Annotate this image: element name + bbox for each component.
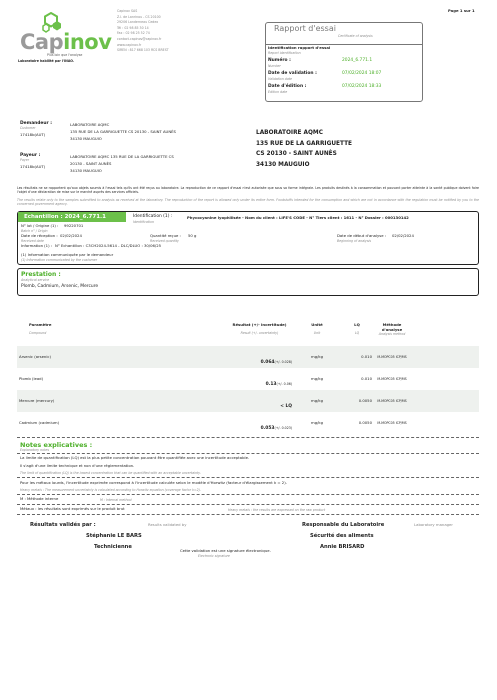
address-line: Fax : 02 98 25 52 74 bbox=[117, 31, 150, 36]
reception-value: 02/02/2024 bbox=[60, 233, 82, 238]
address-line: LABORATOIRE AQMC 135 RUE DE LA GARRIGUETTE CS bbox=[70, 154, 174, 159]
table-header bbox=[17, 323, 479, 347]
ident-label-en: Identification bbox=[133, 219, 154, 224]
field-label-en: Number bbox=[268, 63, 281, 68]
note-technical: Il s'agit d'une limite technique et non d'une réglementation. bbox=[20, 463, 135, 468]
disclaimer-en: The results relate only to the samples submitted to analysis as received at the laboratory. The reproduction of the report is allowed only under its entire form. Foodstuffs intended for the consumption and which are not in accordance with the regulation must be notified by you to the concerned government agency. bbox=[17, 198, 479, 206]
header-lq bbox=[342, 323, 372, 335]
field-label: Date de validation : bbox=[268, 71, 317, 76]
address-line: 135 RUE DE LA GARRIGUETTE CS 20130 - SAINT AUNÈS bbox=[70, 129, 176, 134]
notes-divider bbox=[17, 494, 479, 495]
notes-divider-bottom bbox=[17, 514, 479, 515]
notes-divider bbox=[17, 504, 479, 505]
demandeur-label-en: Customer bbox=[20, 126, 36, 130]
address-line: Z.I. de Lanrinou - CS 20100 bbox=[117, 14, 161, 19]
notes-title-en: Explanatory notes bbox=[20, 448, 49, 452]
report-field-number bbox=[268, 58, 418, 71]
address-line: Capinov SAS bbox=[117, 9, 138, 13]
header-result bbox=[167, 323, 292, 335]
note-lq: La limite de quantification (LQ) est la plus petite concentration pouvant être quantifiée avec une incertitude acceptable. bbox=[20, 455, 250, 460]
ident-value: Phycocyanine lyophilisée - Nom du client : LIFE'S CODE - N° Tiers client : 1611 - N° Dossier : 000130142 bbox=[187, 215, 409, 220]
notes-title: Notes explicatives : bbox=[20, 441, 93, 449]
header-result-label: Résultat (+/- Incertitude) bbox=[232, 322, 287, 327]
company-tagline: Plus loin que l'analyse bbox=[47, 53, 83, 57]
row-method: M-MOPC05 ICP/MS bbox=[377, 377, 407, 381]
reception-label: Date de réception : bbox=[21, 233, 58, 238]
company-accreditation: Laboratoire habilité par l'INAO. bbox=[18, 59, 75, 63]
address-line: contact.capinov@capinov.fr bbox=[117, 36, 162, 41]
prestation-title-en: Analytical service bbox=[21, 278, 50, 282]
prestation-title: Prestation : bbox=[21, 271, 61, 278]
note-lq-en: The limit of quantification (LQ) is the lowest concentration that can be quantified with an acceptable uncertainty. bbox=[20, 471, 201, 475]
row-param: Arsenic (arsenic) bbox=[19, 353, 51, 359]
header-method-en: Analysis method bbox=[378, 332, 406, 337]
customer-note: (1) Information communiquée par le demandeur bbox=[21, 252, 114, 257]
disclaimer-fr: Les résultats ne se rapportent qu'aux objets soumis à l'essai tels qu'ils ont été reçus au laboratoire. La reproduction de ce rapport d'essai n'est autorisée que sous sa forme intégrale. Les produits destinés à la consommation et pouvant porter atteinte à la santé publique doivent faire l'objet d'une déclaration de mise sur le marché auprès des services officiels. bbox=[17, 186, 479, 194]
logo-suffix: inov bbox=[63, 30, 112, 54]
address-line: LABORATOIRE AQMC bbox=[70, 122, 110, 127]
prestation-box bbox=[17, 268, 479, 296]
header-result-en: Result (+/- uncertainty) bbox=[240, 330, 279, 335]
header-param-label: Paramètre bbox=[29, 322, 52, 327]
table-row bbox=[17, 368, 479, 390]
row-uncertainty: (+/- 0.023) bbox=[274, 425, 292, 430]
notes-divider bbox=[17, 477, 479, 478]
prestation-value: Plomb, Cadmium, Arsenic, Mercure bbox=[21, 284, 99, 289]
row-result-value: < LQ bbox=[280, 403, 292, 409]
row-unit: mg/kg bbox=[311, 397, 323, 403]
row-result-value: 0.13 bbox=[265, 381, 277, 387]
address-line: 34130 MAUGUIO bbox=[70, 168, 102, 173]
row-unit: mg/kg bbox=[311, 375, 323, 381]
note-method: M : Méthode interne bbox=[20, 496, 59, 501]
row-lq: 0.0050 bbox=[358, 419, 372, 425]
header-method bbox=[372, 323, 412, 336]
notes-divider bbox=[17, 453, 479, 454]
row-result-value: 0.064 bbox=[260, 359, 275, 365]
header-method-label: Méthode d'analyse bbox=[381, 322, 403, 332]
report-subtitle: Certificate of analysis bbox=[338, 34, 373, 38]
lot-label-en: Batch n° / Origin bbox=[21, 228, 48, 233]
payeur-label-en: Payer bbox=[20, 158, 30, 162]
payeur-code: 17418b(AUT) bbox=[20, 164, 46, 169]
row-result bbox=[167, 414, 292, 433]
field-label: Numéro : bbox=[268, 58, 291, 63]
address-line: Tél : 02 98 85 30 14 bbox=[117, 25, 149, 30]
lot-value: 99220701 bbox=[64, 223, 84, 228]
demandeur-code: 17418b(AUT) bbox=[20, 132, 46, 137]
report-number: 2024_6.771.1 bbox=[342, 58, 373, 63]
electronic-signature-note-en: Electronic signature bbox=[198, 554, 230, 558]
table-row bbox=[17, 390, 479, 412]
edition-date: 07/02/2024 18:33 bbox=[342, 84, 382, 89]
note-metals: Métaux : les résultats sont exprimés sur le produit brut bbox=[20, 506, 125, 511]
address-line: www.capinov.fr bbox=[117, 42, 142, 47]
electronic-signature-note: Cette validation est une signature électronique. bbox=[180, 548, 271, 553]
note-metals-en: Heavy metals : the results are expressed on the raw product bbox=[228, 508, 326, 512]
address-line: LABORATOIRE AQMC bbox=[256, 130, 323, 136]
notes-divider-top bbox=[17, 437, 479, 438]
address-line: 34130 MAUGUIO bbox=[70, 136, 102, 141]
logo-wordmark bbox=[20, 30, 111, 54]
address-line: 135 RUE DE LA GARRIGUETTE bbox=[256, 140, 353, 147]
address-line: 29206 Landerneau Cedex bbox=[117, 20, 159, 25]
manager-name: Annie BRISARD bbox=[320, 544, 365, 550]
validation-date: 07/02/2024 18:07 bbox=[342, 71, 382, 76]
row-lq: 0.010 bbox=[361, 353, 372, 359]
row-method: M-MOPC05 ICP/MS bbox=[377, 399, 407, 403]
quantity-value: 50 g bbox=[188, 233, 197, 238]
row-result bbox=[167, 370, 292, 389]
header-param bbox=[17, 323, 167, 335]
address-line: 34130 MAUGUIO bbox=[256, 161, 310, 168]
address-line: CS 20130 - SAINT AUNÈS bbox=[256, 151, 337, 157]
mailing-address bbox=[256, 128, 352, 170]
report-field-edition bbox=[268, 84, 418, 97]
validated-by-title: Résultats validés par : bbox=[30, 522, 96, 528]
row-result bbox=[167, 392, 292, 411]
address-line: 20130 - SAINT AUNÈS bbox=[70, 161, 112, 166]
header-unit bbox=[292, 323, 342, 335]
report-fields bbox=[268, 58, 418, 97]
table-row bbox=[17, 412, 479, 434]
manager-title-en: Laboratory manager bbox=[414, 522, 453, 527]
validator-role: Technicienne bbox=[94, 544, 132, 550]
validator-name: Stéphanie LE BARS bbox=[86, 533, 142, 539]
row-uncertainty: (+/- 0.028) bbox=[274, 359, 292, 364]
manager-department: Sécurité des aliments bbox=[310, 533, 374, 539]
manager-title: Responsable du Laboratoire bbox=[302, 522, 385, 528]
start-date-value: 02/02/2024 bbox=[392, 233, 414, 238]
report-id-label-en: Report identification bbox=[268, 51, 301, 55]
header-unit-label: Unité bbox=[311, 322, 323, 327]
customer-note-en: (1) Information communicated by the customer bbox=[21, 257, 98, 262]
row-uncertainty: (+/- 0.06) bbox=[276, 381, 292, 386]
lot-label: N° lot / Origine (1) : bbox=[21, 223, 59, 228]
note-horwitz-en: Heavy metals : The measurement uncertainty is calculated according to Horwitz equation (coverage factor k=2). bbox=[20, 488, 201, 492]
quantity-label-en: Received quantity bbox=[150, 238, 179, 243]
row-method: M-MOPC05 ICP/MS bbox=[377, 421, 407, 425]
sample-header: Echantillon : 2024_6.771.1 bbox=[18, 212, 126, 222]
row-result bbox=[167, 348, 292, 367]
field-label-en: Edition date bbox=[268, 89, 288, 94]
header-lq-label: LQ bbox=[354, 322, 360, 327]
validated-by-title-en: Results validated by bbox=[148, 522, 187, 527]
row-param: Cadmium (cadmium) bbox=[19, 419, 60, 425]
payeur-address bbox=[70, 153, 250, 174]
row-result-value: 0.053 bbox=[260, 425, 275, 431]
row-param: Mercure (mercury) bbox=[19, 397, 55, 403]
start-date-label: Date de début d'analyse : bbox=[337, 233, 387, 238]
report-field-validation bbox=[268, 71, 418, 84]
company-address bbox=[117, 9, 237, 54]
address-line: SIREN : 817 668 103 RCS BREST bbox=[117, 48, 169, 53]
table-row bbox=[17, 346, 479, 368]
reception-label-en: Received date bbox=[21, 238, 44, 243]
demandeur-address bbox=[70, 121, 250, 142]
note-horwitz: Pour les métaux lourds, l'incertitude exprimée correspond à l'incertitude calculée selon le modèle d'Horwitz (facteur d'élargissement k = 2). bbox=[20, 480, 287, 485]
report-id-label: Identification rapport d'essai bbox=[268, 45, 331, 50]
payeur-label: Payeur : bbox=[20, 153, 41, 158]
row-param: Plomb (lead) bbox=[19, 375, 44, 381]
info-label: Information (1) : bbox=[21, 243, 53, 248]
header-unit-en: Unit bbox=[313, 330, 321, 335]
header-param-en: Compound bbox=[29, 330, 47, 335]
ident-label: Identification (1) : bbox=[133, 214, 173, 219]
header-lq-en: LQ bbox=[354, 330, 360, 335]
report-title: Rapport d'essai bbox=[274, 24, 336, 33]
demandeur-label: Demandeur : bbox=[20, 121, 52, 126]
row-method: M-MOPC05 ICP/MS bbox=[377, 355, 407, 359]
field-label: Date d'édition : bbox=[268, 84, 307, 89]
row-unit: mg/kg bbox=[311, 419, 323, 425]
note-method-en: M : Internal method bbox=[100, 498, 132, 502]
row-unit: mg/kg bbox=[311, 353, 323, 359]
quantity-label: Quantité reçue : bbox=[150, 233, 181, 238]
page-number: Page 1 sur 1 bbox=[448, 8, 475, 13]
field-label-en: Validation date bbox=[268, 76, 292, 81]
row-lq: 0.010 bbox=[361, 375, 372, 381]
row-lq: 0.0050 bbox=[358, 397, 372, 403]
start-date-label-en: Beginning of analysis bbox=[337, 238, 372, 243]
info-value: N° Echantillon : C3CH2024-5614 - DLC/DLUO : 30/06/25 bbox=[55, 243, 162, 248]
logo-prefix: Cap bbox=[20, 30, 64, 54]
